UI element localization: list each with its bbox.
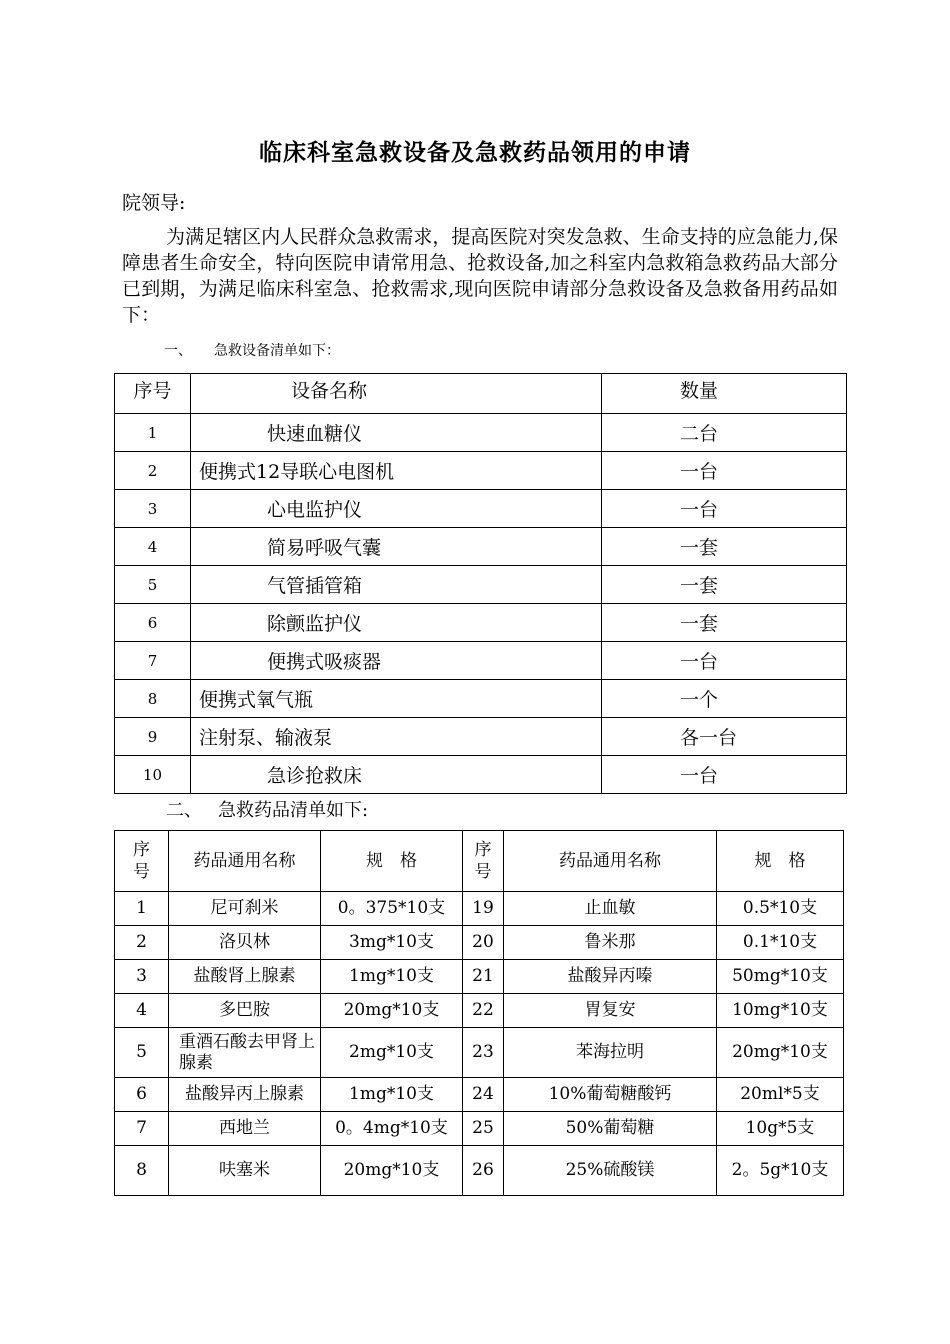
drug-header-row xyxy=(115,831,844,892)
drug-name-cell: 盐酸肾上腺素 xyxy=(169,960,321,994)
header-drug-name-2: 药品通用名称 xyxy=(504,831,717,892)
equipment-header-row xyxy=(115,374,847,414)
serial-cell: 10 xyxy=(115,756,191,794)
table-row xyxy=(115,680,847,718)
table-row xyxy=(115,642,847,680)
table-row xyxy=(115,994,844,1028)
quantity-cell: 一套 xyxy=(602,528,847,566)
spec-cell: 50mg*10支 xyxy=(717,960,844,994)
spec-cell: 1mg*10支 xyxy=(321,1078,463,1112)
spec-cell: 0.5*10支 xyxy=(717,892,844,926)
spec-cell: 20mg*10支 xyxy=(717,1028,844,1078)
table-row xyxy=(115,1028,844,1078)
serial-cell: 4 xyxy=(115,994,169,1028)
quantity-cell: 一台 xyxy=(602,756,847,794)
serial-cell: 8 xyxy=(115,1146,169,1196)
body-paragraph: 为满足辖区内人民群众急救需求，提高医院对突发急救、生命支持的应急能力,保障患者生命安全，特向医院申请常用急、抢救设备,加之科室内急救箱急救药品大部分已到期，为满足临床科室急、抢救需求,现向医院申请部分急救设备及急救备用药品如下： xyxy=(122,226,838,326)
quantity-cell: 二台 xyxy=(602,414,847,452)
spec-cell: 1mg*10支 xyxy=(321,960,463,994)
drug-name-cell: 鲁米那 xyxy=(504,926,717,960)
section-1-title: 急救设备清单如下： xyxy=(214,343,340,359)
drug-name-cell: 重酒石酸去甲肾上腺素 xyxy=(169,1028,321,1078)
equipment-table xyxy=(114,373,847,794)
serial-cell: 3 xyxy=(115,490,191,528)
section-1-heading xyxy=(164,340,340,360)
table-row xyxy=(115,604,847,642)
equipment-name-cell: 除颤监护仪 xyxy=(191,604,602,642)
table-row xyxy=(115,1146,844,1196)
drug-name-cell: 西地兰 xyxy=(169,1112,321,1146)
table-row xyxy=(115,490,847,528)
table-row xyxy=(115,960,844,994)
serial-cell: 1 xyxy=(115,892,169,926)
section-2-heading xyxy=(166,796,368,822)
equipment-name-cell: 快速血糖仪 xyxy=(191,414,602,452)
table-row xyxy=(115,414,847,452)
quantity-cell: 各一台 xyxy=(602,718,847,756)
quantity-cell: 一台 xyxy=(602,642,847,680)
serial-cell: 4 xyxy=(115,528,191,566)
drug-name-cell: 苯海拉明 xyxy=(504,1028,717,1078)
equipment-name-cell: 心电监护仪 xyxy=(191,490,602,528)
quantity-cell: 一套 xyxy=(602,566,847,604)
serial-cell: 21 xyxy=(463,960,504,994)
header-spec-2: 规 格 xyxy=(717,831,844,892)
spec-cell: 20mg*10支 xyxy=(321,994,463,1028)
equipment-name-cell: 急诊抢救床 xyxy=(191,756,602,794)
serial-cell: 8 xyxy=(115,680,191,718)
serial-cell: 2 xyxy=(115,926,169,960)
table-row xyxy=(115,892,844,926)
serial-cell: 5 xyxy=(115,1028,169,1078)
serial-cell: 6 xyxy=(115,1078,169,1112)
table-row xyxy=(115,1078,844,1112)
serial-cell: 24 xyxy=(463,1078,504,1112)
serial-cell: 20 xyxy=(463,926,504,960)
table-row xyxy=(115,718,847,756)
drug-name-cell: 胃复安 xyxy=(504,994,717,1028)
serial-cell: 25 xyxy=(463,1112,504,1146)
header-equipment-name: 设备名称 xyxy=(191,374,602,414)
drug-name-cell: 25%硫酸镁 xyxy=(504,1146,717,1196)
spec-cell: 3mg*10支 xyxy=(321,926,463,960)
spec-cell: 20ml*5支 xyxy=(717,1078,844,1112)
drug-name-cell: 盐酸异丙嗪 xyxy=(504,960,717,994)
header-drug-name: 药品通用名称 xyxy=(169,831,321,892)
quantity-cell: 一个 xyxy=(602,680,847,718)
serial-cell: 3 xyxy=(115,960,169,994)
spec-cell: 10mg*10支 xyxy=(717,994,844,1028)
spec-cell: 2mg*10支 xyxy=(321,1028,463,1078)
drug-table xyxy=(114,830,844,1196)
equipment-name-cell: 便携式氧气瓶 xyxy=(191,680,602,718)
drug-name-cell: 50%葡萄糖 xyxy=(504,1112,717,1146)
equipment-name-cell: 气管插管箱 xyxy=(191,566,602,604)
serial-cell: 2 xyxy=(115,452,191,490)
serial-cell: 26 xyxy=(463,1146,504,1196)
section-2-title: 急救药品清单如下: xyxy=(218,800,369,821)
spec-cell: 2。5g*10支 xyxy=(717,1146,844,1196)
table-row xyxy=(115,452,847,490)
header-serial-2: 序 号 xyxy=(463,831,504,892)
spec-cell: 10g*5支 xyxy=(717,1112,844,1146)
quantity-cell: 一台 xyxy=(602,490,847,528)
spec-cell: 0。375*10支 xyxy=(321,892,463,926)
serial-cell: 1 xyxy=(115,414,191,452)
salutation: 院领导: xyxy=(122,192,186,214)
spec-cell: 20mg*10支 xyxy=(321,1146,463,1196)
drug-name-cell: 10%葡萄糖酸钙 xyxy=(504,1078,717,1112)
table-row xyxy=(115,1112,844,1146)
drug-name-cell: 止血敏 xyxy=(504,892,717,926)
drug-name-cell: 呋塞米 xyxy=(169,1146,321,1196)
serial-cell: 23 xyxy=(463,1028,504,1078)
table-row xyxy=(115,926,844,960)
equipment-name-cell: 便携式吸痰器 xyxy=(191,642,602,680)
serial-cell: 22 xyxy=(463,994,504,1028)
serial-cell: 7 xyxy=(115,1112,169,1146)
table-row xyxy=(115,528,847,566)
spec-cell: 0。4mg*10支 xyxy=(321,1112,463,1146)
quantity-cell: 一套 xyxy=(602,604,847,642)
header-quantity: 数量 xyxy=(602,374,847,414)
quantity-cell: 一台 xyxy=(602,452,847,490)
table-row xyxy=(115,566,847,604)
serial-cell: 6 xyxy=(115,604,191,642)
drug-name-cell: 尼可刹米 xyxy=(169,892,321,926)
serial-cell: 19 xyxy=(463,892,504,926)
table-row xyxy=(115,756,847,794)
equipment-name-cell: 便携式12导联心电图机 xyxy=(191,452,602,490)
section-1-number: 一、 xyxy=(164,343,192,359)
header-spec: 规 格 xyxy=(321,831,463,892)
serial-cell: 7 xyxy=(115,642,191,680)
header-serial: 序号 xyxy=(115,374,191,414)
header-serial: 序 号 xyxy=(115,831,169,892)
equipment-name-cell: 简易呼吸气囊 xyxy=(191,528,602,566)
drug-name-cell: 洛贝林 xyxy=(169,926,321,960)
serial-cell: 5 xyxy=(115,566,191,604)
drug-name-cell: 盐酸异丙上腺素 xyxy=(169,1078,321,1112)
section-2-number: 二、 xyxy=(166,800,202,821)
spec-cell: 0.1*10支 xyxy=(717,926,844,960)
document-title: 临床科室急救设备及急救药品领用的申请 xyxy=(259,140,691,166)
equipment-name-cell: 注射泵、输液泵 xyxy=(191,718,602,756)
drug-name-cell: 多巴胺 xyxy=(169,994,321,1028)
serial-cell: 9 xyxy=(115,718,191,756)
